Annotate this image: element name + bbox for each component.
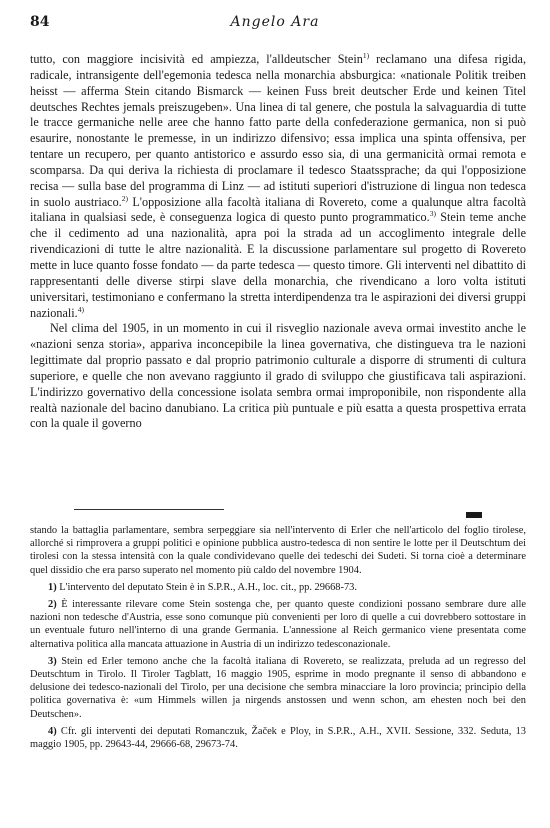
fn-ref-1: 1): [362, 50, 370, 60]
footnote-text: L'intervento del deputato Stein è in S.P.R., A.H., loc. cit., pp. 29668-73.: [59, 581, 357, 593]
paragraph-2: Nel clima del 1905, in un momento in cui il risveglio nazionale aveva ormai investito anche le «nazioni senza storia», appariva inconcepibile la linea governativa, che distingueva tra le nazioni legittimate dal proprio passato e dal proprio patrimonio culturale a disporre di strumenti di cultura superiore, e quelle che non avevano raggiunto il grado di sviluppo che giustificava tali aspirazioni. L'indirizzo governativo della concessione isolata sembra ormai improponibile, non rispondente alla realtà nazionale del bacino danubiano. La critica più puntuale e più esatta a questa prospettiva errata con la quale il governo: [30, 321, 526, 431]
ink-mark: [466, 512, 482, 518]
footnote-3: [30, 655, 526, 721]
footnote-rule: [74, 509, 224, 510]
footnote-4: [30, 725, 526, 751]
footnote-text: Cfr. gli interventi dei deputati Romanczuk, Žaček e Ploy, in S.P.R., A.H., XVII. Sessione, 332. Seduta, 13 maggio 1905, pp. 29643-44, 29666-68, 29673-74.: [30, 725, 526, 751]
footnote-number: 1): [48, 581, 57, 593]
main-text: [30, 52, 526, 432]
footnote-number: 2): [48, 599, 57, 611]
footnote-2: [30, 598, 526, 651]
fn-ref-4: 4): [77, 304, 84, 314]
page-number: 84: [30, 14, 50, 30]
footnote-number: 3): [48, 655, 57, 667]
para1-b: reclamano una difesa rigida, radicale, intransigente dell'egemonia tedesca nella monarchia absburgica: «nationale Politik treiben heisst — afferma Stein citando Bismarck — keinen Fuss breit deutscher Erde und keinen Titel deutsches Rechtes jemals preiszugeben». Una linea di tal genere, che postula la salvaguardia di tutte le tracce germaniche nelle aree che hanno fatto parte della confederazione germanica, non si può esaurire, nonostante le premesse, in un indirizzo difensivo; essa implica una spinta offensiva, per tentare un recupero, per quanto antistorico e assurdo esso sia, di una germanicità ormai remota e scomparsa. Da qui deriva la richiesta di proclamare il tedesco Staatssprache; da qui l'opposizione recisa — sulla base del programma di Linz — ad istituti superiori d'istruzione di lingua non tedesca in suolo austriaco.: [30, 52, 527, 209]
footnote-1: [30, 581, 526, 594]
running-title: Angelo Ara: [230, 14, 320, 30]
para1-d: Stein teme anche che il cedimento ad una nazionalità, apra poi la strada ad un accoglimento integrale delle rivendicazioni di tutte le altre nazionalità. E la discussione parlamentare sul progetto di Rovereto mette in luce quanto fosse fondato — da parte tedesca — questo timore. Gli interventi nel dibattito di rappresentanti delle diverse stirpi slave della monarchia, che rivendicano a loro volta istituti universitari, testimoniano e confermano la stretta interdipendenza tra le aspirazioni dei diversi gruppi nazionali.: [30, 210, 526, 320]
para1-a: tutto, con maggiore incisività ed ampiezza, l'alldeutscher Stein: [30, 52, 363, 66]
fn-ref-3: 3): [429, 209, 436, 219]
footnote-continuation: stando la battaglia parlamentare, sembra serpeggiare sia nell'intervento di Erler che nell'articolo del foglio tirolese, allorché si rimprovera a gruppi politici e opinione pubblica austro-tedesca di non sentire le lotte per il Deutschtum dei tirolesi con la stessa intensità con la quale condividevano quelle dei tedeschi dei Sudeti. Si torna cioè a determinare quel dissidio che era parso superato nel momento più caldo del novembre 1904.: [30, 525, 526, 576]
paragraph-1: [30, 52, 526, 321]
footnotes: [30, 524, 526, 755]
footnote-number: 4): [48, 725, 57, 737]
footnote-text: È interessante rilevare come Stein sostenga che, per quanto queste condizioni possano sembrare dure alle nazioni non tedesche d'Austria, esse sono comunque più convenienti per loro di quelle a cui dovrebbero sottostare in un eventuale futuro nell'interno di una grande Germania. L'annessione al Reich germanico viene presentata come alternativa politica alla mancata attuazione in Austria di un indirizzo tedesconazionale.: [30, 599, 526, 650]
footnote-text: Stein ed Erler temono anche che la facoltà italiana di Rovereto, se realizzata, preluda ad un regresso del Deutschtum in Tirolo. Il Tiroler Tagblatt, 16 maggio 1905, esprime in modo pregnante il senso di abbandono e delusione dei tedesco-nazionali del Tirolo, per una decisione che sembra minacciare la loro provincia; principio della politica governativa è: «um Himmels willen ja nirgends anstossen und wenn schon, am ehesten noch bei den Deutschen».: [30, 655, 526, 720]
fn-ref-2: 2): [121, 193, 128, 203]
para1-c: L'opposizione alla facoltà italiana di Rovereto, come a qualunque altra facoltà italiana in qualsiasi sede, è conseguenza logica di questo punto programmatico.: [30, 194, 526, 225]
